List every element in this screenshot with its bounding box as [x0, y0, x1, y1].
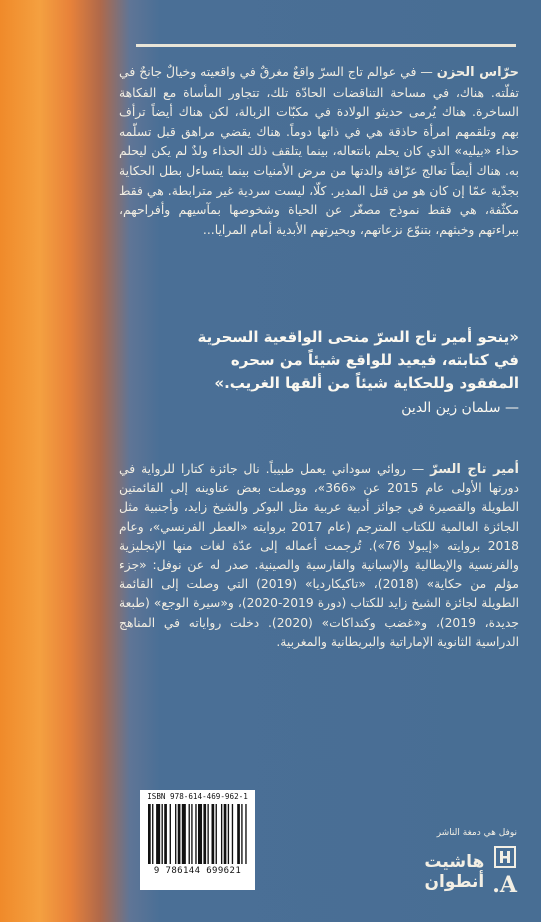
barcode-bar	[162, 804, 163, 864]
publisher-name-antoine: أنطوان	[424, 872, 485, 892]
barcode-bar	[148, 804, 151, 864]
barcode-bar	[195, 804, 196, 864]
barcode-bar	[170, 804, 171, 864]
barcode-bar	[152, 804, 153, 864]
barcode-bar	[175, 804, 176, 864]
hachette-logo-icon	[494, 846, 516, 868]
barcode-bar	[237, 804, 240, 864]
barcode-bar	[178, 804, 181, 864]
barcode-bar	[241, 804, 242, 864]
publisher-block	[367, 828, 517, 898]
barcode-bar	[212, 804, 215, 864]
barcode-bar	[156, 804, 160, 864]
barcode-bar	[221, 804, 222, 864]
barcode-bar	[207, 804, 208, 864]
barcode-bar	[164, 804, 167, 864]
review-quote	[174, 326, 519, 420]
barcode-bar	[232, 804, 233, 864]
synopsis-title: حرّاس الحزن	[436, 65, 520, 80]
barcode-digits: 9 786144 699621	[153, 866, 242, 876]
barcode-bar	[203, 804, 206, 864]
barcode	[140, 790, 255, 890]
barcode-bar	[189, 804, 190, 864]
barcode-bars	[148, 804, 248, 864]
barcode-bar	[224, 804, 227, 864]
isbn-label: ISBN 978-614-469-962-1	[147, 792, 248, 801]
author-name: أمير تاج السرّ	[430, 462, 519, 477]
publisher-name-hachette: هاشيت	[424, 852, 485, 872]
barcode-bar	[191, 804, 192, 864]
publisher-tagline: نوفل هي دمغة الناشر	[436, 828, 517, 838]
barcode-bar	[245, 804, 246, 864]
barcode-bar	[228, 804, 229, 864]
barcode-bar	[198, 804, 202, 864]
author-bio-body: — روائي سوداني يعمل طبيباً. نال جائزة كتارا للرواية في دورتها الأولى عام 2015 عن «366»، ووصلت بعض عناوينه إلى القائمتين الطويلة والقصيرة في جوائز أدبية عربية مثل البوكر والشيخ زايد، وأجنبية مثل الجائزة العالمية للكتاب المترجم (عام 2017 بروايته «العطر الفرنسي»، وعام 2018 بروايته «إيبولا 76»). تُرجمت أعماله إلى عدّة لغات منها الإنجليزية والفرنسية والإيطالية والإسبانية والفارسية والصينية. صدر له عن نوفل: «جزء مؤلم من حكاية» (2018)، «تاكيكارديا» (2019) التي وصلت إلى القائمة الطويلة لجائزة الشيخ زايد للكتاب (دورة 2019-2020)، و«سيرة الوجع» (طبعة جديدة، 2019)، و«غضب وكنداكات» (2020). دخلت رواياته في المناهج الدراسية الثانوية الإماراتية والبريطانية والمغربية.	[119, 462, 520, 649]
quote-attribution: — سلمان زين الدين	[401, 400, 519, 416]
synopsis-body: — في عوالم تاج السرّ واقعٌ مغرقٌ في واقعيته وخيالٌ جانحٌ في تفلّته. هناك، في مساحة التناقضات الحادّة تلك، تتجاور المأساة مع الفكاهة الساخرة. هناك يُرمى حديثو الولادة في مكبّات الزبالة، لكن هناك أيضاً ترأف بهم وتلقمهم امرأة حاذقة هي في ذاتها دوماً. هناك يقضي مراهق قبل تسلّمه حذاء «بيليه» الذي كان يحلم بانتعاله، بينما يتلقف ذلك الحذاء ولدٌ لم يكن ليحلم به. هناك أيضاً تعالج عرّافة والدتها من مرض الأمنيات بينما يتساءل بطل الحكاية بجدّية عمّا إن كان هو من قتل المدير. كلّا، ليست سردية غير مترابطة. هي فقط مكثّفة، هي فقط نموذج مصغّر عن الحياة وشخوصها بمآسيهم وأفراحهم، ببراءتهم وخبثهم، بتنوّع نزعاتهم، وبحيرتهم الأبدية أمام المرايا...	[119, 64, 519, 237]
top-rule	[136, 44, 516, 47]
quote-text: «ينحو أمير تاج السرّ منحى الواقعية السحرية في كتابته، فيعيد للواقع شيئاً من سحره المفقود وللحكاية شيئاً من ألقها الغريب.»	[197, 328, 519, 392]
author-bio	[119, 460, 519, 652]
barcode-bar	[216, 804, 217, 864]
synopsis	[119, 62, 519, 239]
antoine-logo-letter: A.	[492, 872, 517, 898]
barcode-bar	[182, 804, 186, 864]
